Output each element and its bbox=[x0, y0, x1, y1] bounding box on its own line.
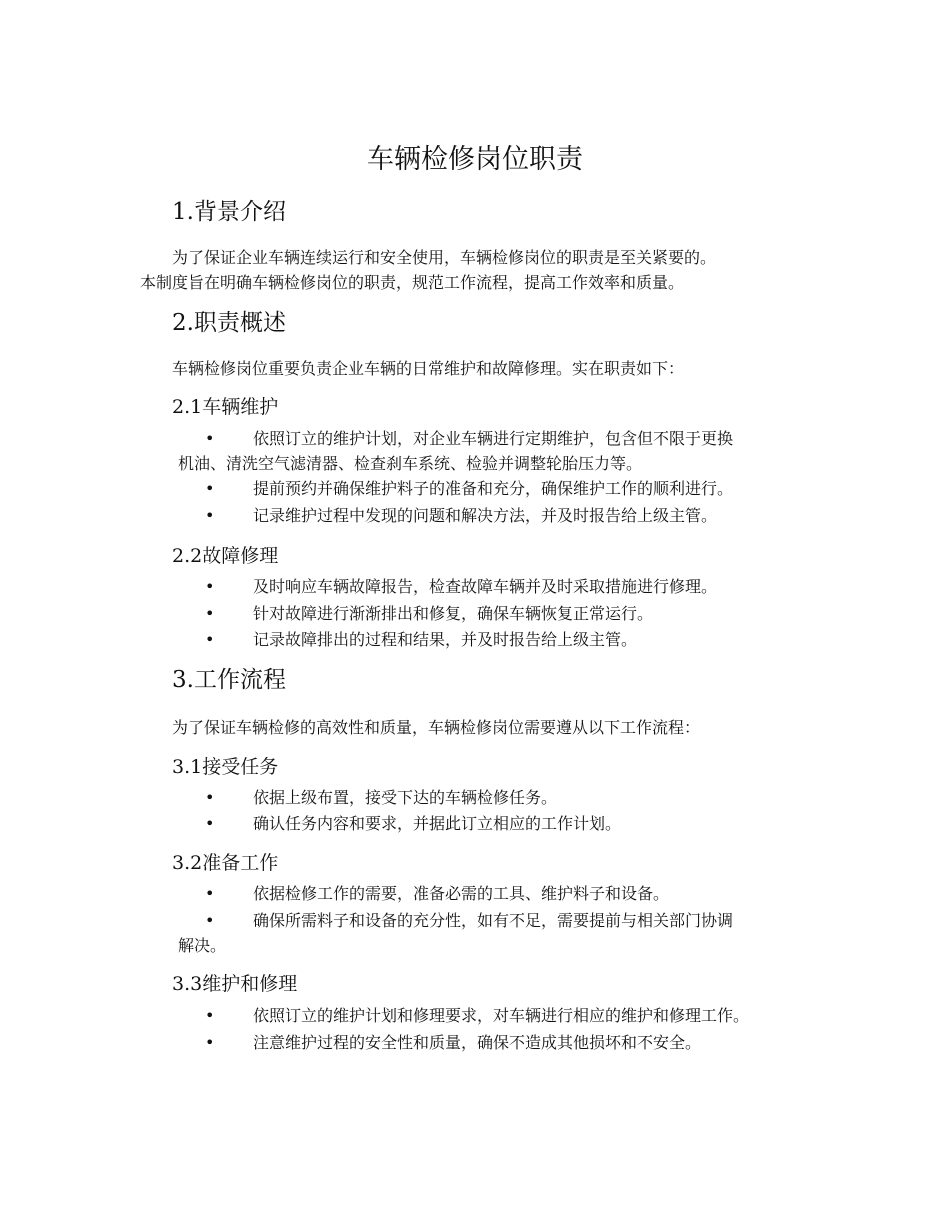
bullet-marker: • bbox=[205, 911, 215, 930]
subsection-3-2-heading: 3.2准备工作 bbox=[172, 852, 279, 874]
list-item-2-2-3: 记录故障排出的过程和结果，并及时报告给上级主管。 bbox=[253, 630, 638, 649]
list-item-3-2-2-line-2: 解决。 bbox=[178, 936, 227, 955]
list-item-2-2-1: 及时响应车辆故障报告，检查故障车辆并及时采取措施进行修理。 bbox=[253, 577, 718, 596]
subsection-3-3-heading: 3.3维护和修理 bbox=[172, 973, 298, 995]
list-item-2-1-3: 记录维护过程中发现的问题和解决方法，并及时报告给上级主管。 bbox=[253, 506, 718, 525]
list-item-3-1-1: 依据上级布置，接受下达的车辆检修任务。 bbox=[253, 788, 558, 807]
section-1-heading: 1.背景介绍 bbox=[172, 199, 286, 225]
subsection-2-1-heading: 2.1车辆维护 bbox=[172, 396, 279, 418]
list-item-3-2-1: 依据检修工作的需要，准备必需的工具、维护料子和设备。 bbox=[253, 884, 670, 903]
section-3-intro: 为了保证车辆检修的高效性和质量，车辆检修岗位需要遵从以下工作流程： bbox=[172, 718, 701, 737]
list-item-3-1-2: 确认任务内容和要求，并据此订立相应的工作计划。 bbox=[253, 814, 622, 833]
bullet-marker: • bbox=[205, 788, 215, 807]
bullet-marker: • bbox=[205, 577, 215, 596]
bullet-marker: • bbox=[205, 479, 215, 498]
bullet-marker: • bbox=[205, 1006, 215, 1025]
section-1-paragraph-line-1: 为了保证企业车辆连续运行和安全使用，车辆检修岗位的职责是至关紧要的。 bbox=[172, 248, 717, 267]
section-3-heading: 3.工作流程 bbox=[172, 667, 286, 693]
section-2-heading: 2.职责概述 bbox=[172, 310, 286, 336]
list-item-2-1-1-line-1: 依照订立的维护计划，对企业车辆进行定期维护，包含但不限于更换 bbox=[253, 429, 734, 448]
bullet-marker: • bbox=[205, 429, 215, 448]
bullet-marker: • bbox=[205, 604, 215, 623]
subsection-3-1-heading: 3.1接受任务 bbox=[172, 756, 279, 778]
list-item-2-1-1-line-2: 机油、清洗空气滤清器、检查刹车系统、检验并调整轮胎压力等。 bbox=[178, 454, 643, 473]
list-item-3-3-1: 依照订立的维护计划和修理要求，对车辆进行相应的维护和修理工作。 bbox=[253, 1006, 750, 1025]
section-2-intro: 车辆检修岗位重要负责企业车辆的日常维护和故障修理。实在职责如下： bbox=[172, 359, 685, 378]
section-1-paragraph-line-2: 本制度旨在明确车辆检修岗位的职责，规范工作流程，提高工作效率和质量。 bbox=[140, 273, 685, 292]
list-item-3-3-2: 注意维护过程的安全性和质量，确保不造成其他损坏和不安全。 bbox=[253, 1033, 702, 1052]
bullet-marker: • bbox=[205, 814, 215, 833]
bullet-marker: • bbox=[205, 1033, 215, 1052]
list-item-2-1-2: 提前预约并确保维护料子的准备和充分，确保维护工作的顺利进行。 bbox=[253, 479, 734, 498]
bullet-marker: • bbox=[205, 506, 215, 525]
bullet-marker: • bbox=[205, 630, 215, 649]
list-item-3-2-2-line-1: 确保所需料子和设备的充分性，如有不足，需要提前与相关部门协调 bbox=[253, 911, 734, 930]
document-title: 车辆检修岗位职责 bbox=[367, 144, 583, 175]
list-item-2-2-2: 针对故障进行渐渐排出和修复，确保车辆恢复正常运行。 bbox=[253, 604, 654, 623]
subsection-2-2-heading: 2.2故障修理 bbox=[172, 545, 279, 567]
bullet-marker: • bbox=[205, 884, 215, 903]
